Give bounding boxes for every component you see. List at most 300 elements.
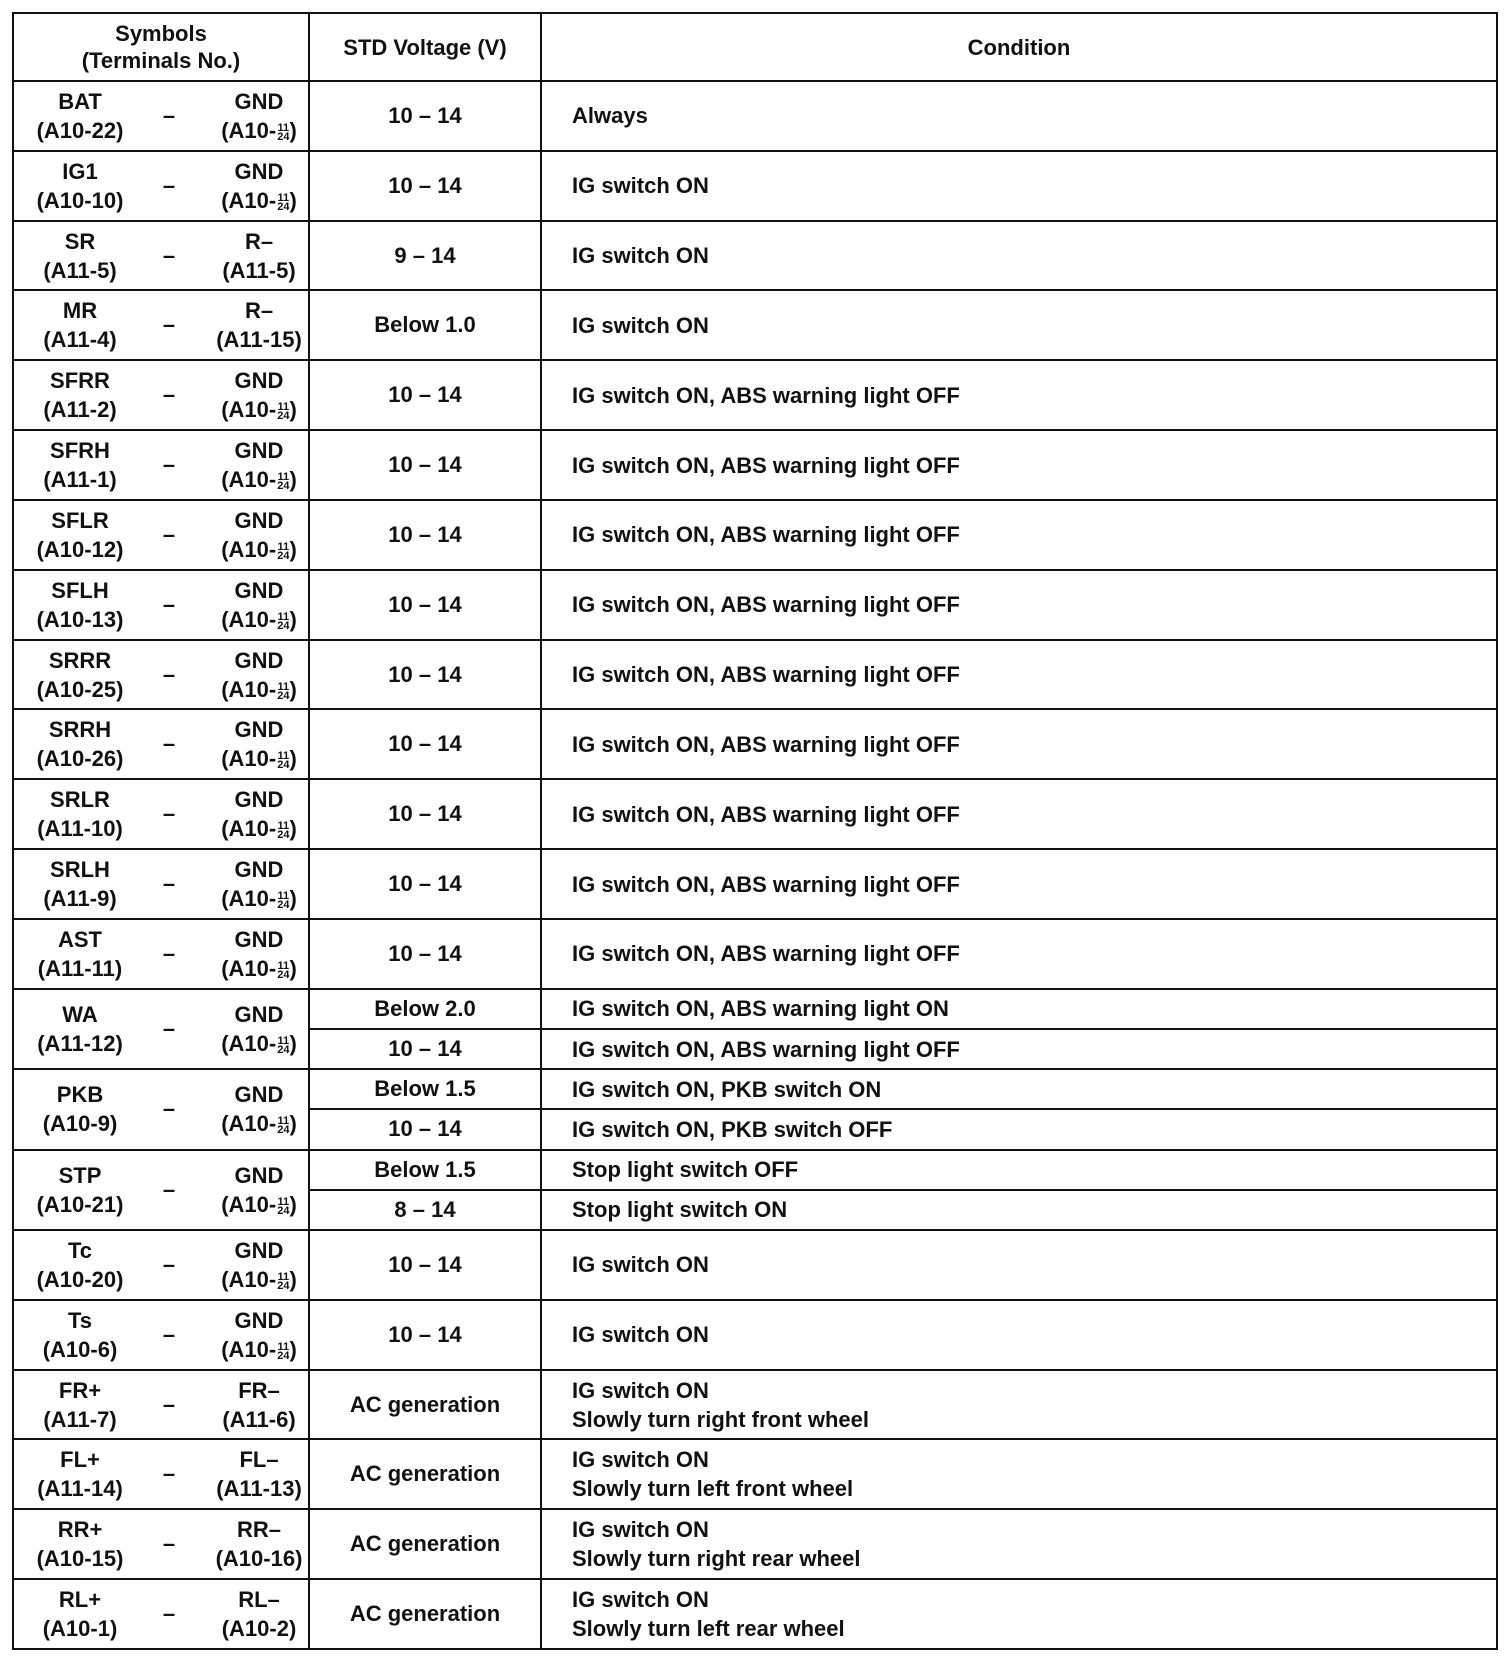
terminal-symbol-name: MR bbox=[62, 298, 98, 324]
reference-terminal-number bbox=[221, 814, 297, 843]
std-voltage-cell: AC generation bbox=[309, 1370, 541, 1440]
gnd-fraction bbox=[277, 403, 289, 421]
terminal-separator: – bbox=[162, 871, 176, 897]
terminal-symbol-number: (A11-14) bbox=[37, 1476, 123, 1502]
gnd-fraction-bottom: 24 bbox=[277, 1124, 290, 1137]
terminal-symbol-number: (A10-6) bbox=[42, 1336, 118, 1362]
terminal-symbol bbox=[14, 780, 146, 848]
std-voltage-cell: 10 – 14 bbox=[309, 779, 541, 849]
std-voltage-cell: 10 – 14 bbox=[309, 1230, 541, 1300]
reference-terminal-number bbox=[221, 954, 297, 983]
reference-terminal-prefix: (A10- bbox=[221, 955, 277, 981]
terminal-symbol bbox=[14, 850, 146, 918]
table-row bbox=[13, 500, 1497, 570]
terminal-separator: – bbox=[162, 102, 176, 128]
terminal-symbol bbox=[14, 571, 146, 639]
terminal-separator: – bbox=[162, 661, 176, 687]
terminal-symbol-number: (A11-7) bbox=[43, 1406, 117, 1432]
gnd-fraction bbox=[277, 892, 289, 910]
terminal-symbol bbox=[14, 82, 146, 150]
condition-line: IG switch ON bbox=[572, 1587, 709, 1613]
reference-terminal bbox=[204, 571, 314, 639]
gnd-fraction-top: 11 bbox=[277, 1270, 290, 1283]
terminal-symbol-name: SFLR bbox=[51, 507, 109, 533]
terminal-symbol-name: AST bbox=[58, 926, 102, 952]
terminal-separator: – bbox=[162, 312, 176, 338]
reference-terminal-number bbox=[221, 1029, 297, 1058]
reference-terminal-suffix: ) bbox=[289, 816, 297, 842]
reference-terminal-suffix: ) bbox=[289, 676, 297, 702]
terminal-symbol bbox=[14, 1510, 146, 1578]
condition-line: IG switch ON, ABS warning light ON bbox=[572, 996, 949, 1022]
table-row bbox=[13, 779, 1497, 849]
terminal-symbol-name: Tc bbox=[67, 1237, 93, 1263]
terminal-symbol bbox=[14, 920, 146, 988]
terminal-separator: – bbox=[162, 1531, 176, 1557]
reference-terminal-number: (A11-15) bbox=[216, 327, 302, 353]
gnd-fraction bbox=[277, 121, 290, 143]
reference-terminal bbox=[204, 780, 314, 848]
gnd-fraction-bottom: 24 bbox=[277, 130, 290, 143]
gnd-fraction-top: 11 bbox=[277, 1034, 290, 1047]
gnd-fraction-top: 11 bbox=[277, 121, 290, 134]
terminal-separator: – bbox=[162, 1096, 176, 1122]
std-voltage-cell: 10 – 14 bbox=[309, 1109, 541, 1149]
header-condition: Condition bbox=[541, 13, 1497, 81]
table-row bbox=[13, 849, 1497, 919]
condition-cell bbox=[541, 500, 1497, 570]
gnd-fraction bbox=[277, 473, 289, 491]
reference-terminal-number: (A11-13) bbox=[216, 1476, 302, 1502]
condition-line: IG switch ON bbox=[572, 1322, 709, 1348]
condition-line: IG switch ON, PKB switch ON bbox=[572, 1076, 882, 1102]
reference-terminal bbox=[204, 1580, 314, 1648]
gnd-fraction-bottom: 24 bbox=[277, 1043, 290, 1056]
reference-terminal-name: GND bbox=[234, 438, 284, 464]
table-row bbox=[13, 1069, 1497, 1109]
reference-terminal-suffix: ) bbox=[289, 955, 297, 981]
terminal-separator: – bbox=[162, 1321, 176, 1347]
terminal-separator: – bbox=[162, 591, 176, 617]
condition-cell bbox=[541, 1439, 1497, 1509]
reference-terminal-prefix: (A10- bbox=[221, 536, 277, 562]
reference-terminal-number bbox=[221, 884, 297, 913]
condition-cell bbox=[541, 430, 1497, 500]
reference-terminal bbox=[204, 1151, 314, 1229]
condition-cell bbox=[541, 151, 1497, 221]
reference-terminal-prefix: (A10- bbox=[221, 1191, 277, 1217]
condition-line: Slowly turn right rear wheel bbox=[572, 1546, 861, 1572]
gnd-fraction-bottom: 24 bbox=[277, 480, 290, 493]
reference-terminal bbox=[204, 361, 314, 429]
terminal-separator: – bbox=[162, 731, 176, 757]
table-row bbox=[13, 570, 1497, 640]
terminal-symbol-name: SFRR bbox=[50, 368, 110, 394]
symbol-cell bbox=[13, 640, 309, 710]
terminal-symbol bbox=[14, 990, 146, 1068]
reference-terminal bbox=[204, 1440, 314, 1508]
reference-terminal bbox=[204, 291, 314, 359]
reference-terminal-name: FR– bbox=[238, 1377, 280, 1403]
table-row bbox=[13, 1230, 1497, 1300]
reference-terminal-name: GND bbox=[234, 158, 284, 184]
symbol-cell bbox=[13, 1370, 309, 1440]
symbol-cell bbox=[13, 1300, 309, 1370]
header-voltage: STD Voltage (V) bbox=[309, 13, 541, 81]
reference-terminal-name: R– bbox=[244, 298, 274, 324]
reference-terminal bbox=[204, 920, 314, 988]
terminal-symbol-number: (A10-21) bbox=[36, 1191, 124, 1217]
condition-cell bbox=[541, 221, 1497, 291]
reference-terminal-name: GND bbox=[234, 88, 284, 114]
condition-line: IG switch ON bbox=[572, 1517, 709, 1543]
condition-cell bbox=[541, 989, 1497, 1029]
table-row bbox=[13, 1370, 1497, 1440]
condition-cell bbox=[541, 1509, 1497, 1579]
reference-terminal-prefix: (A10- bbox=[221, 1111, 277, 1137]
terminal-symbol-name: SRLR bbox=[50, 787, 110, 813]
terminal-separator: – bbox=[162, 452, 176, 478]
terminal-symbol bbox=[14, 1440, 146, 1508]
reference-terminal-prefix: (A10- bbox=[221, 676, 277, 702]
condition-line: IG switch ON, ABS warning light OFF bbox=[572, 382, 960, 408]
std-voltage-cell: 8 – 14 bbox=[309, 1190, 541, 1230]
condition-cell bbox=[541, 640, 1497, 710]
std-voltage-cell: AC generation bbox=[309, 1509, 541, 1579]
terminal-separator: – bbox=[162, 382, 176, 408]
condition-line: IG switch ON, ABS warning light OFF bbox=[572, 592, 960, 618]
reference-terminal-name: GND bbox=[234, 717, 284, 743]
terminal-symbol bbox=[14, 152, 146, 220]
condition-line: IG switch ON, ABS warning light OFF bbox=[572, 522, 960, 548]
terminal-symbol-number: (A11-11) bbox=[37, 955, 123, 981]
terminal-symbol-number: (A10-10) bbox=[36, 187, 124, 213]
reference-terminal-number bbox=[221, 605, 297, 634]
gnd-fraction bbox=[277, 1034, 290, 1056]
condition-cell bbox=[541, 919, 1497, 989]
reference-terminal-name: GND bbox=[234, 1082, 284, 1108]
terminal-symbol-number: (A10-15) bbox=[36, 1546, 124, 1572]
symbol-cell bbox=[13, 500, 309, 570]
condition-cell bbox=[541, 849, 1497, 919]
condition-line: IG switch ON bbox=[572, 1447, 709, 1473]
header-symbols bbox=[13, 13, 309, 81]
table-row bbox=[13, 430, 1497, 500]
terminal-symbol-number: (A10-20) bbox=[36, 1266, 124, 1292]
reference-terminal bbox=[204, 990, 314, 1068]
gnd-fraction-bottom: 24 bbox=[277, 968, 290, 981]
gnd-fraction bbox=[277, 1195, 290, 1217]
std-voltage-cell: Below 1.5 bbox=[309, 1069, 541, 1109]
reference-terminal-suffix: ) bbox=[289, 1111, 297, 1137]
reference-terminal-name: GND bbox=[234, 577, 284, 603]
reference-terminal bbox=[204, 1510, 314, 1578]
condition-line: Stop light switch OFF bbox=[572, 1157, 799, 1183]
gnd-fraction-bottom: 24 bbox=[277, 1204, 290, 1217]
reference-terminal-name: GND bbox=[234, 926, 284, 952]
terminal-separator: – bbox=[162, 1461, 176, 1487]
reference-terminal bbox=[204, 431, 314, 499]
gnd-fraction-top: 11 bbox=[277, 191, 290, 204]
std-voltage-cell: Below 1.0 bbox=[309, 290, 541, 360]
terminal-symbol-number: (A11-1) bbox=[43, 467, 117, 493]
terminal-symbol bbox=[14, 1371, 146, 1439]
table-row bbox=[13, 640, 1497, 710]
table-row bbox=[13, 151, 1497, 221]
terminal-separator: – bbox=[162, 801, 176, 827]
std-voltage-cell: Below 1.5 bbox=[309, 1150, 541, 1190]
terminal-separator: – bbox=[162, 1251, 176, 1277]
std-voltage-cell: 10 – 14 bbox=[309, 1029, 541, 1069]
gnd-fraction-bottom: 24 bbox=[277, 619, 290, 632]
terminal-symbol bbox=[14, 222, 146, 290]
reference-terminal-prefix: (A10- bbox=[221, 397, 277, 423]
reference-terminal-name: GND bbox=[234, 507, 284, 533]
gnd-fraction bbox=[277, 1270, 290, 1292]
reference-terminal-prefix: (A10- bbox=[221, 1336, 277, 1362]
condition-line: IG switch ON, ABS warning light OFF bbox=[572, 1036, 960, 1062]
reference-terminal-name: GND bbox=[234, 1237, 284, 1263]
gnd-fraction bbox=[277, 1117, 289, 1135]
table-row bbox=[13, 709, 1497, 779]
gnd-fraction-top: 11 bbox=[277, 890, 290, 903]
reference-terminal-prefix: (A10- bbox=[221, 886, 277, 912]
reference-terminal-number bbox=[221, 535, 297, 564]
terminal-symbol-name: SRRR bbox=[48, 647, 112, 673]
gnd-fraction bbox=[277, 1340, 290, 1362]
condition-cell bbox=[541, 1230, 1497, 1300]
terminal-separator: – bbox=[162, 1391, 176, 1417]
terminal-symbol bbox=[14, 1151, 146, 1229]
condition-cell bbox=[541, 1150, 1497, 1190]
reference-terminal-prefix: (A10- bbox=[221, 117, 277, 143]
terminal-symbol-name: FR+ bbox=[58, 1377, 102, 1403]
gnd-fraction bbox=[277, 959, 290, 981]
terminal-symbol-name: BAT bbox=[58, 88, 102, 114]
gnd-fraction bbox=[277, 540, 290, 562]
terminal-symbol bbox=[14, 501, 146, 569]
terminal-symbol-name: Ts bbox=[67, 1307, 93, 1333]
condition-line: Slowly turn right front wheel bbox=[572, 1406, 869, 1432]
condition-line: IG switch ON, ABS warning light OFF bbox=[572, 452, 960, 478]
table-row bbox=[13, 360, 1497, 430]
symbol-cell bbox=[13, 290, 309, 360]
terminal-voltage-table bbox=[12, 12, 1498, 1650]
reference-terminal bbox=[204, 152, 314, 220]
std-voltage-cell: AC generation bbox=[309, 1439, 541, 1509]
condition-cell bbox=[541, 290, 1497, 360]
terminal-symbol-name: RR+ bbox=[57, 1517, 103, 1543]
reference-terminal-name: GND bbox=[234, 857, 284, 883]
condition-cell bbox=[541, 81, 1497, 151]
reference-terminal-number: (A11-6) bbox=[222, 1406, 296, 1432]
std-voltage-cell: 10 – 14 bbox=[309, 570, 541, 640]
terminal-symbol-name: SFRH bbox=[50, 438, 110, 464]
gnd-fraction-bottom: 24 bbox=[277, 410, 290, 423]
reference-terminal-number: (A11-5) bbox=[222, 257, 296, 283]
terminal-symbol bbox=[14, 431, 146, 499]
terminal-symbol-number: (A11-12) bbox=[37, 1030, 123, 1056]
gnd-fraction-top: 11 bbox=[277, 610, 290, 623]
condition-line: Slowly turn left rear wheel bbox=[572, 1616, 845, 1642]
table-row bbox=[13, 1150, 1497, 1190]
reference-terminal bbox=[204, 850, 314, 918]
condition-line: Always bbox=[572, 103, 648, 129]
reference-terminal-prefix: (A10- bbox=[221, 1266, 277, 1292]
std-voltage-cell: AC generation bbox=[309, 1579, 541, 1649]
symbol-cell bbox=[13, 989, 309, 1069]
reference-terminal bbox=[204, 710, 314, 778]
condition-line: IG switch ON bbox=[572, 312, 709, 338]
reference-terminal-name: RL– bbox=[238, 1587, 280, 1613]
gnd-fraction-top: 11 bbox=[277, 1340, 290, 1353]
reference-terminal-suffix: ) bbox=[289, 746, 297, 772]
reference-terminal-name: GND bbox=[234, 1162, 284, 1188]
terminal-symbol-number: (A10-9) bbox=[42, 1111, 118, 1137]
symbol-cell bbox=[13, 709, 309, 779]
condition-line: IG switch ON, ABS warning light OFF bbox=[572, 871, 960, 897]
std-voltage-cell: 10 – 14 bbox=[309, 151, 541, 221]
condition-cell bbox=[541, 779, 1497, 849]
terminal-symbol-name: SRLH bbox=[50, 857, 110, 883]
reference-terminal-number bbox=[221, 1109, 297, 1138]
terminal-symbol-number: (A10-13) bbox=[36, 606, 124, 632]
condition-cell bbox=[541, 1029, 1497, 1069]
condition-line: IG switch ON, ABS warning light OFF bbox=[572, 731, 960, 757]
condition-cell bbox=[541, 1109, 1497, 1149]
symbol-cell bbox=[13, 1439, 309, 1509]
terminal-symbol bbox=[14, 1580, 146, 1648]
gnd-fraction-top: 11 bbox=[277, 471, 290, 484]
gnd-fraction-top: 11 bbox=[277, 401, 290, 414]
symbol-cell bbox=[13, 1509, 309, 1579]
gnd-fraction-bottom: 24 bbox=[277, 1349, 290, 1362]
reference-terminal-suffix: ) bbox=[289, 606, 297, 632]
gnd-fraction-bottom: 24 bbox=[277, 829, 290, 842]
condition-line: IG switch ON, ABS warning light OFF bbox=[572, 941, 960, 967]
terminal-separator: – bbox=[162, 242, 176, 268]
terminal-symbol-name: STP bbox=[58, 1162, 102, 1188]
reference-terminal-prefix: (A10- bbox=[221, 816, 277, 842]
symbol-cell bbox=[13, 151, 309, 221]
condition-line: IG switch ON, PKB switch OFF bbox=[572, 1116, 893, 1142]
terminal-symbol-name: WA bbox=[62, 1001, 98, 1027]
gnd-fraction-bottom: 24 bbox=[277, 759, 290, 772]
gnd-fraction-bottom: 24 bbox=[277, 689, 290, 702]
terminal-symbol-name: PKB bbox=[56, 1082, 104, 1108]
reference-terminal bbox=[204, 1301, 314, 1369]
std-voltage-cell: 10 – 14 bbox=[309, 919, 541, 989]
terminal-symbol bbox=[14, 1301, 146, 1369]
header-row bbox=[13, 13, 1497, 81]
reference-terminal-suffix: ) bbox=[289, 536, 297, 562]
reference-terminal-name: GND bbox=[234, 1001, 284, 1027]
reference-terminal-suffix: ) bbox=[289, 1191, 297, 1217]
terminal-separator: – bbox=[162, 521, 176, 547]
reference-terminal-number bbox=[221, 1265, 297, 1294]
condition-cell bbox=[541, 1579, 1497, 1649]
terminal-symbol-number: (A11-9) bbox=[43, 886, 117, 912]
condition-cell bbox=[541, 1300, 1497, 1370]
terminal-separator: – bbox=[162, 1601, 176, 1627]
terminal-symbol bbox=[14, 361, 146, 429]
std-voltage-cell: 10 – 14 bbox=[309, 360, 541, 430]
terminal-symbol bbox=[14, 1070, 146, 1148]
table-row bbox=[13, 919, 1497, 989]
terminal-symbol-number: (A11-10) bbox=[37, 816, 123, 842]
table-row bbox=[13, 221, 1497, 291]
gnd-fraction bbox=[277, 822, 289, 840]
reference-terminal-name: RR– bbox=[236, 1517, 281, 1543]
terminal-symbol bbox=[14, 641, 146, 709]
symbol-cell bbox=[13, 1150, 309, 1230]
header-symbols-line2: (Terminals No.) bbox=[81, 48, 241, 73]
gnd-fraction-top: 11 bbox=[277, 959, 290, 972]
condition-line: IG switch ON bbox=[572, 1377, 709, 1403]
reference-terminal-number bbox=[221, 186, 297, 215]
symbol-cell bbox=[13, 919, 309, 989]
reference-terminal bbox=[204, 222, 314, 290]
terminal-symbol bbox=[14, 291, 146, 359]
std-voltage-cell: 10 – 14 bbox=[309, 430, 541, 500]
terminal-symbol-number: (A11-4) bbox=[43, 327, 117, 353]
terminal-symbol bbox=[14, 710, 146, 778]
std-voltage-cell: 10 – 14 bbox=[309, 709, 541, 779]
terminal-symbol-number: (A10-12) bbox=[36, 536, 124, 562]
reference-terminal bbox=[204, 1231, 314, 1299]
reference-terminal-number bbox=[221, 465, 297, 494]
reference-terminal-name: R– bbox=[244, 228, 274, 254]
reference-terminal-suffix: ) bbox=[289, 117, 297, 143]
header-symbols-line1: Symbols bbox=[115, 21, 207, 46]
table-row bbox=[13, 81, 1497, 151]
reference-terminal-suffix: ) bbox=[289, 886, 297, 912]
terminal-symbol-number: (A10-25) bbox=[36, 676, 124, 702]
reference-terminal bbox=[204, 641, 314, 709]
terminal-symbol-name: IG1 bbox=[62, 158, 98, 184]
reference-terminal-number: (A10-16) bbox=[215, 1546, 303, 1572]
gnd-fraction-top: 11 bbox=[277, 1115, 290, 1128]
reference-terminal bbox=[204, 82, 314, 150]
reference-terminal-name: FL– bbox=[239, 1447, 279, 1473]
reference-terminal-prefix: (A10- bbox=[221, 1030, 277, 1056]
gnd-fraction bbox=[277, 680, 290, 702]
std-voltage-cell: 10 – 14 bbox=[309, 81, 541, 151]
reference-terminal-number bbox=[221, 116, 297, 145]
table-body bbox=[13, 81, 1497, 1649]
reference-terminal-suffix: ) bbox=[289, 187, 297, 213]
gnd-fraction-top: 11 bbox=[277, 750, 290, 763]
reference-terminal-number bbox=[221, 1190, 297, 1219]
reference-terminal-name: GND bbox=[234, 1307, 284, 1333]
symbol-cell bbox=[13, 1230, 309, 1300]
reference-terminal-prefix: (A10- bbox=[221, 746, 277, 772]
condition-line: IG switch ON, ABS warning light OFF bbox=[572, 801, 960, 827]
table-row bbox=[13, 1579, 1497, 1649]
symbol-cell bbox=[13, 779, 309, 849]
reference-terminal-suffix: ) bbox=[289, 1030, 297, 1056]
std-voltage-cell: 9 – 14 bbox=[309, 221, 541, 291]
table-row bbox=[13, 989, 1497, 1029]
symbol-cell bbox=[13, 1579, 309, 1649]
gnd-fraction bbox=[277, 191, 290, 213]
symbol-cell bbox=[13, 849, 309, 919]
table-row bbox=[13, 1439, 1497, 1509]
condition-cell bbox=[541, 1069, 1497, 1109]
gnd-fraction-bottom: 24 bbox=[277, 200, 290, 213]
reference-terminal-suffix: ) bbox=[289, 1266, 297, 1292]
symbol-cell bbox=[13, 1069, 309, 1149]
